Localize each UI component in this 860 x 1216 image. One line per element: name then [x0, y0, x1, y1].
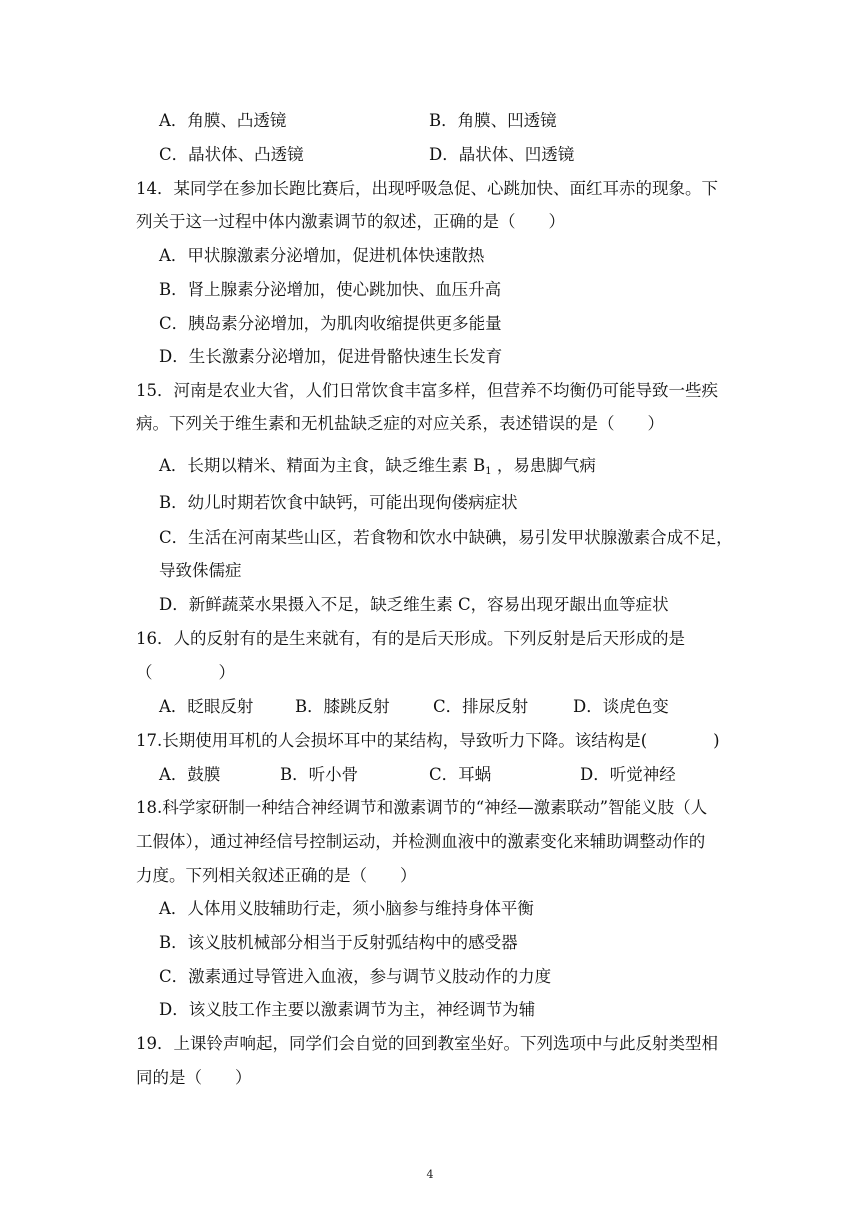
q19-stem-line1: 19．上课铃声响起，同学们会自觉的回到教室坐好。下列选项中与此反射类型相	[136, 1034, 718, 1053]
q18-option-d: D．该义肢工作主要以激素调节为主，神经调节为辅	[159, 1000, 536, 1019]
q15-option-a-suffix: ，易患脚气病	[491, 456, 596, 475]
q19-stem-line2: 同的是（ ）	[136, 1068, 252, 1087]
q16-option-a: A．眨眼反射	[159, 697, 254, 716]
page-number: 4	[426, 1168, 434, 1181]
q15-option-a-prefix: A．长期以精米、精面为主食，缺乏维生素 B	[159, 456, 486, 475]
q15-option-d: D．新鲜蔬菜水果摄入不足，缺乏维生素 C，容易出现牙龈出血等症状	[159, 595, 669, 614]
q15-stem-line1: 15．河南是农业大省，人们日常饮食丰富多样，但营养不均衡仍可能导致一些疾	[136, 381, 718, 400]
q15-stem-line2: 病。下列关于维生素和无机盐缺乏症的对应关系，表述错误的是（ ）	[136, 414, 664, 433]
q15-option-a-subscript: 1	[485, 466, 492, 477]
q18-option-c: C．激素通过导管进入血液，参与调节义肢动作的力度	[159, 967, 552, 986]
q14-option-a: A．甲状腺激素分泌增加，促进机体快速散热	[159, 246, 485, 265]
q14-stem-line1: 14．某同学在参加长跑比赛后，出现呼吸急促、心跳加快、面红耳赤的现象。下	[136, 179, 718, 198]
q18-option-b: B．该义肢机械部分相当于反射弧结构中的感受器	[159, 933, 518, 952]
q15-option-b: B．幼儿时期若饮食中缺钙，可能出现佝偻病症状	[159, 493, 518, 512]
q16-stem-line1: 16．人的反射有的是生来就有，有的是后天形成。下列反射是后天形成的是	[136, 629, 685, 648]
q14-stem-line2: 列关于这一过程中体内激素调节的叙述，正确的是（ ）	[136, 212, 565, 231]
q17-option-b: B．听小骨	[280, 765, 359, 784]
q18-stem-line1: 18.科学家研制一种结合神经调节和激素调节的“神经—激素联动”智能义肢（人	[136, 798, 708, 817]
q16-option-c: C．排尿反射	[433, 697, 529, 716]
q14-option-c: C．胰岛素分泌增加，为肌肉收缩提供更多能量	[159, 314, 502, 333]
q18-option-a: A．人体用义肢辅助行走，须小脑参与维持身体平衡	[159, 899, 534, 918]
q17-option-c: C．耳蜗	[429, 765, 492, 784]
q13-option-a: A．角膜、凸透镜	[159, 111, 287, 130]
q17-stem: 17.长期使用耳机的人会损坏耳中的某结构，导致听力下降。该结构是( )	[136, 731, 720, 750]
q17-option-a: A．鼓膜	[159, 765, 221, 784]
q15-option-c-line1: C．生活在河南某些山区，若食物和饮水中缺碘，易引发甲状腺激素合成不足，	[159, 528, 733, 547]
q13-option-b: B．角膜、凹透镜	[429, 111, 557, 130]
q15-option-a	[159, 454, 596, 484]
q13-option-c: C．晶状体、凸透镜	[159, 145, 304, 164]
q13-option-d: D．晶状体、凹透镜	[429, 145, 575, 164]
q14-option-d: D．生长激素分泌增加，促进骨骼快速生长发育	[159, 347, 503, 366]
q14-option-b: B．肾上腺素分泌增加，使心跳加快、血压升高	[159, 280, 502, 299]
q16-option-d: D．谈虎色变	[573, 697, 669, 716]
q15-option-c-line2: 导致侏儒症	[159, 561, 242, 580]
q16-option-b: B．膝跳反射	[295, 697, 390, 716]
q18-stem-line2: 工假体），通过神经信号控制运动，并检测血液中的激素变化来辅助调整动作的	[136, 832, 706, 851]
q16-stem-line2: （ ）	[136, 663, 235, 682]
q18-stem-line3: 力度。下列相关叙述正确的是（ ）	[136, 866, 417, 885]
q17-option-d: D．听觉神经	[580, 765, 676, 784]
